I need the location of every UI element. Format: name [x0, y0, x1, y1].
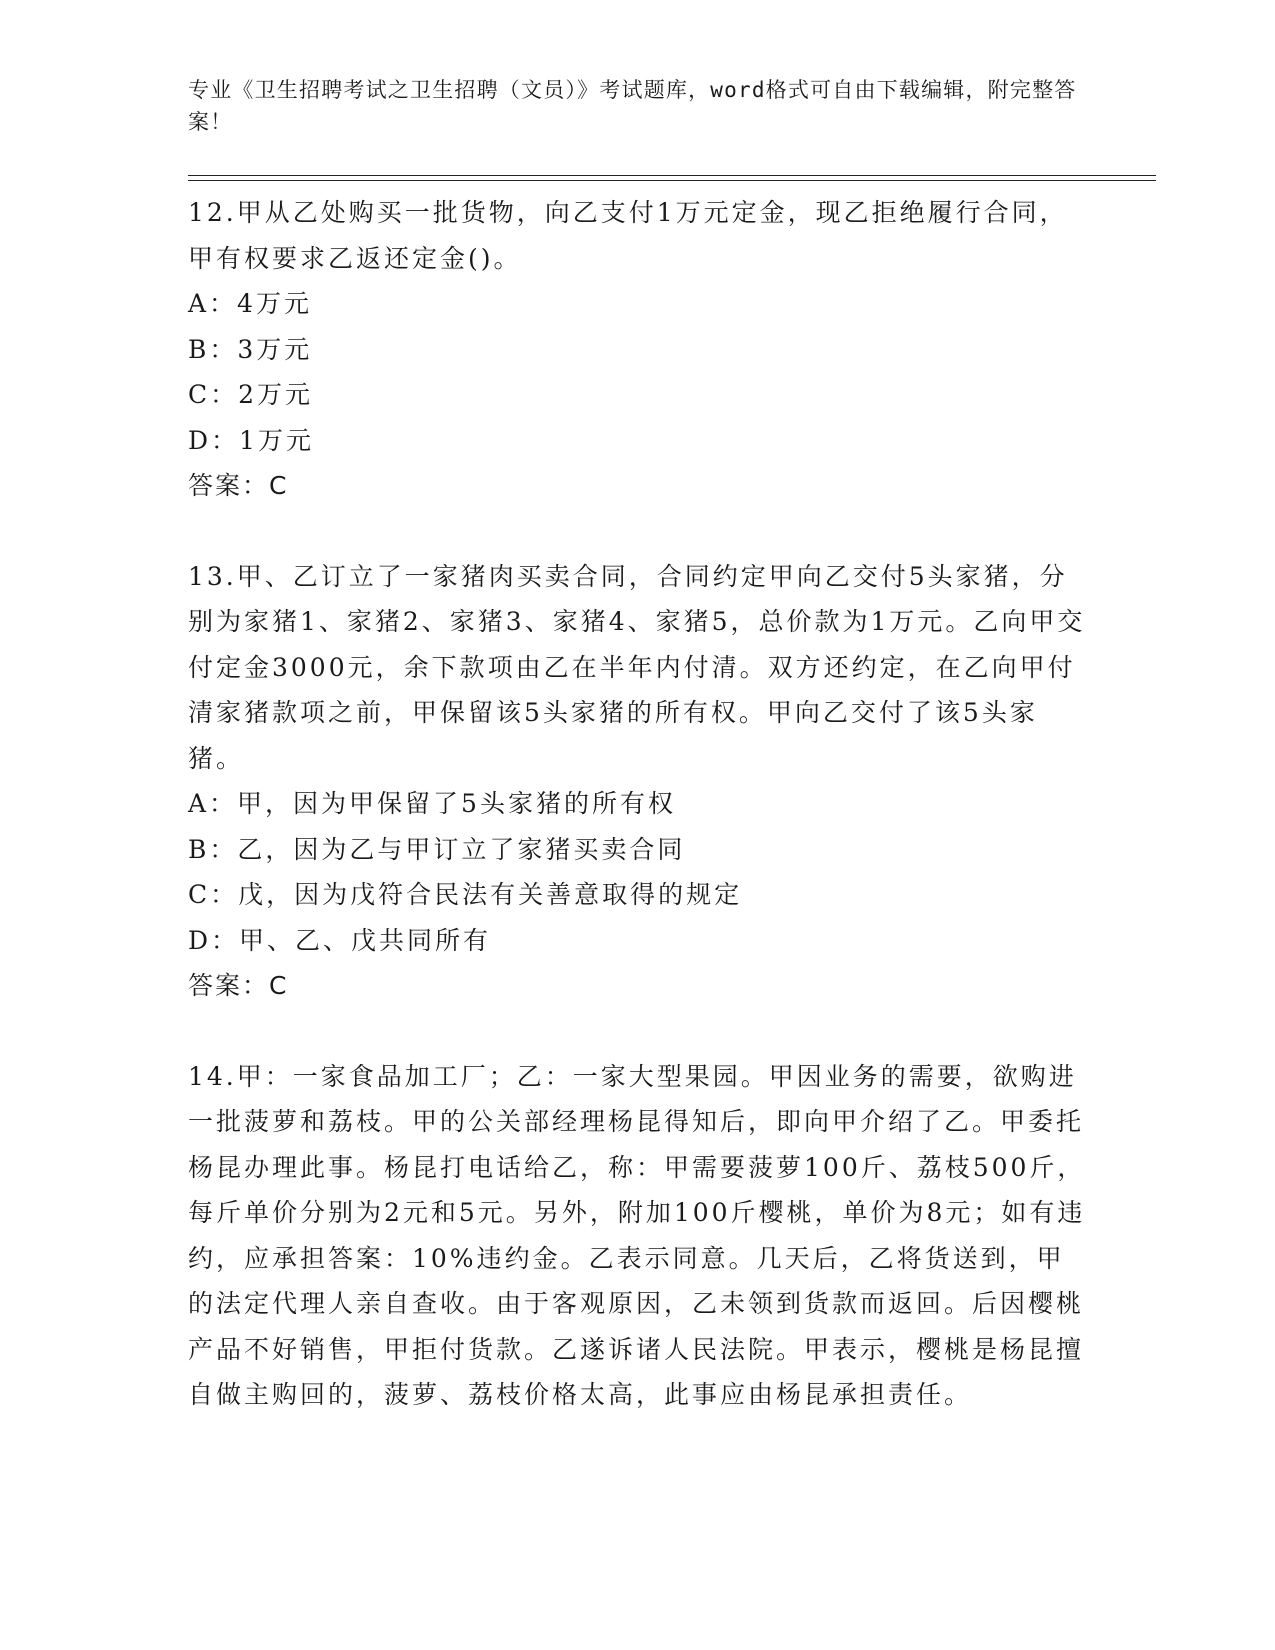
document-header: 专业《卫生招聘考试之卫生招聘（文员）》考试题库，word格式可自由下载编辑，附完整答案！ [188, 78, 1077, 134]
question-stem: 14.甲：一家食品加工厂；乙：一家大型果园。甲因业务的需要，欲购进一批菠萝和荔枝。甲的公关部经理杨昆得知后，即向甲介绍了乙。甲委托杨昆办理此事。杨昆打电话给乙，称：甲需要菠萝100斤、荔枝500斤，每斤单价分别为2元和5元。另外，附加100斤樱桃，单价为8元；如有违约，应承担答案：10%违约金。乙表示同意。几天后，乙将货送到，甲的法定代理人亲自查收。由于客观原因，乙未领到货款而返回。后因樱桃产品不好销售，甲拒付货款。乙遂诉诸人民法院。甲表示，樱桃是杨昆擅自做主购回的，菠萝、荔枝价格太高，此事应由杨昆承担责任。 [188, 1061, 1086, 1409]
question-14 [188, 1054, 1088, 1418]
question-list [188, 190, 1088, 1418]
option-b: B：乙，因为乙与甲订立了家猪买卖合同 [188, 834, 686, 864]
option-c: C：戊，因为戊符合民法有关善意取得的规定 [188, 880, 743, 909]
question-12 [188, 190, 1088, 509]
question-13 [188, 554, 1088, 1009]
option-d: D：甲、乙、戊共同所有 [188, 925, 492, 955]
option-b: B：3万元 [188, 334, 313, 364]
question-stem: 12.甲从乙处购买一批货物，向乙支付1万元定金，现乙拒绝履行合同，甲有权要求乙返还定金()。 [188, 198, 1068, 273]
option-a: A：甲，因为甲保留了5头家猪的所有权 [188, 789, 676, 818]
question-stem: 13.甲、乙订立了一家猪肉买卖合同，合同约定甲向乙交付5头家猪，分别为家猪1、家猪2、家猪3、家猪4、家猪5，总价款为1万元。乙向甲交付定金3000元，余下款项由乙在半年内付清。双方还约定，在乙向甲付清家猪款项之前，甲保留该5头家猪的所有权。甲向乙交付了该5头家猪。 [188, 561, 1086, 773]
option-c: C：2万元 [188, 380, 314, 409]
option-a: A：4万元 [188, 289, 312, 318]
option-d: D：1万元 [188, 425, 314, 455]
header-rule-top [188, 175, 1156, 176]
answer-line: 答案：C [188, 471, 289, 500]
answer-line: 答案：C [188, 971, 289, 1000]
header-rule-bottom [188, 180, 1156, 181]
